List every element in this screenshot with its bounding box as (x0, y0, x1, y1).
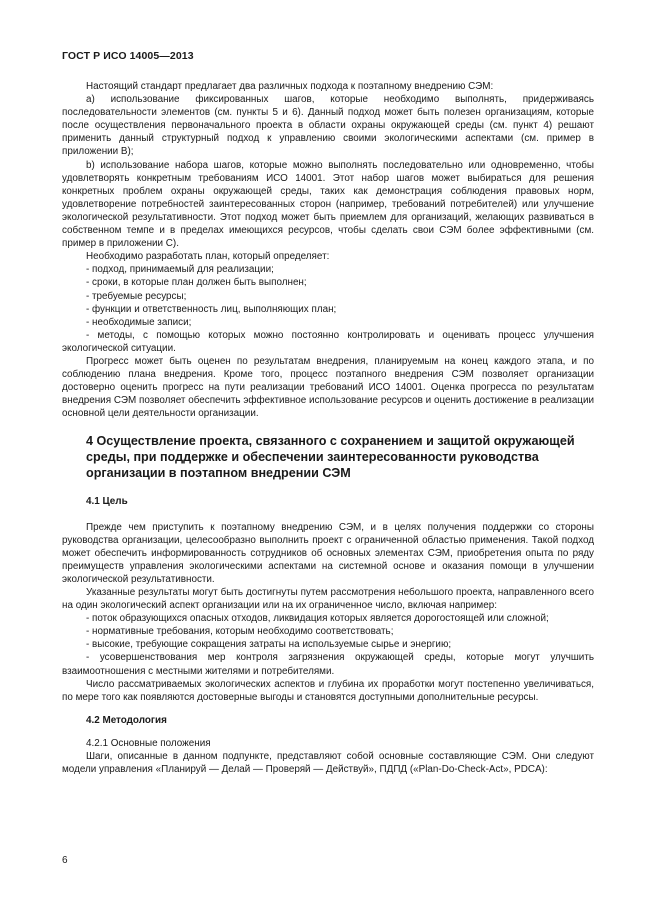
section-4-2-1-heading: 4.2.1 Основные положения (86, 737, 211, 749)
plan-list-item: - функции и ответственность лиц, выполняющих план; (86, 303, 337, 315)
page-number: 6 (62, 855, 68, 866)
plan-intro-paragraph: Необходимо разработать план, который определяет: (86, 251, 330, 263)
aspect-list-item: - нормативные требования, которым необходимо соответствовать; (86, 626, 394, 638)
section-4-1-paragraph-3: Число рассматриваемых экологических аспектов и глубина их проработки могут постепенно увеличиваться, по мере того как появляются достоверные выгоды и становятся доступными дополнительные ресурсы. (62, 678, 594, 703)
aspect-list-item: - высокие, требующие сокращения затраты на используемые сырье и энергию; (86, 639, 452, 651)
aspect-list-item: - усовершенствования мер контроля загрязнения окружающей среды, которые могут улучшить взаимоотношения с местными жителями и потребителями. (62, 652, 594, 677)
plan-list-item: - требуемые ресурсы; (86, 290, 187, 302)
section-4-heading: 4 Осуществление проекта, связанного с сохранением и защитой окружающей среды, при поддержке и обеспечении заинтересованности руководства организации в поэтапном внедрении СЭМ (86, 434, 575, 481)
plan-list-item: - методы, с помощью которых можно постоянно контролировать и оценивать процесс улучшения экологической ситуации. (62, 329, 594, 354)
intro-paragraph-1: Настоящий стандарт предлагает два различных подхода к поэтапному внедрению СЭМ: (86, 81, 494, 92)
plan-list-item: - необходимые записи; (86, 316, 192, 328)
page-body (62, 80, 594, 776)
approach-a-paragraph: а) использование фиксированных шагов, которые необходимо выполнять, придерживаясь последовательности элементов (см. пункты 5 и 6). Данный подход может быть полезен организациям, которые после осуществления первоначального проекта в области охраны окружающей среды (см. пункт 4) решают применить данный структурный подход к управлению своими экологическими аспектами (см. пример в приложении В); (62, 94, 594, 158)
section-4-1-paragraph-1: Прежде чем приступить к поэтапному внедрению СЭМ, и в целях получения поддержки со стороны руководства организации, целесообразно выполнить проект с ограниченной областью применения. Такой подход может обеспечить информированность сотрудников об основных элементах СЭМ, приобретения опыта по ряду преимуществ управления экологическими аспектами на системной основе и оказания помощи в улучшении экологической результативности. (62, 521, 594, 585)
progress-paragraph: Прогресс может быть оценен по результатам внедрения, планируемым на конец каждого этапа, и по соблюдению плана внедрения. Кроме того, процесс поэтапного внедрения СЭМ позволяет организации достоверно оценить прогресс на пути реализации требований ИСО 14001. Оценка прогресса по результатам внедрения СЭМ позволяет обеспечить эффективное использование ресурсов и оценить достижение в реализации основной цели деятельности организации. (62, 355, 594, 420)
section-4-2-1-paragraph: Шаги, описанные в данном подпункте, представляют собой основные составляющие СЭМ. Они следуют модели управления «Планируй — Делай — Проверяй — Действуй», ПДПД («Plan-Do-Check-Act», PDCA): (62, 751, 594, 776)
document-code-header: ГОСТ Р ИСО 14005—2013 (62, 50, 194, 62)
aspect-list-item: - поток образующихся опасных отходов, ликвидация которых является дорогостоящей или сложной; (86, 613, 549, 625)
section-4-2-heading: 4.2 Методология (86, 714, 167, 726)
plan-list-item: - подход, принимаемый для реализации; (86, 264, 274, 276)
section-4-1-paragraph-2: Указанные результаты могут быть достигнуты путем рассмотрения небольшого проекта, направленного всего на один экологический аспект организации или на их ограниченное число, включая например: (62, 587, 594, 612)
plan-list-item: - сроки, в которые план должен быть выполнен; (86, 277, 307, 289)
section-4-1-heading: 4.1 Цель (86, 496, 128, 508)
approach-b-paragraph: b) использование набора шагов, которые можно выполнять последовательно или одновременно, чтобы удовлетворять конкретным требованиям ИСО 14001. Этот набор шагов может выбираться для решения конкретных проблем охраны окружающей среды, таких как демонстрация соблюдения правовых норм, удовлетворение потребностей заинтересованных сторон (например, требований потребителей) или улучшение экологической результативности. Этот подход может быть приемлем для организаций, желающих развиваться в собственном темпе и в пределах имеющихся ресурсов, чтобы сделать свои СЭМ более эффективными (см. пример в приложении С). (62, 159, 594, 250)
